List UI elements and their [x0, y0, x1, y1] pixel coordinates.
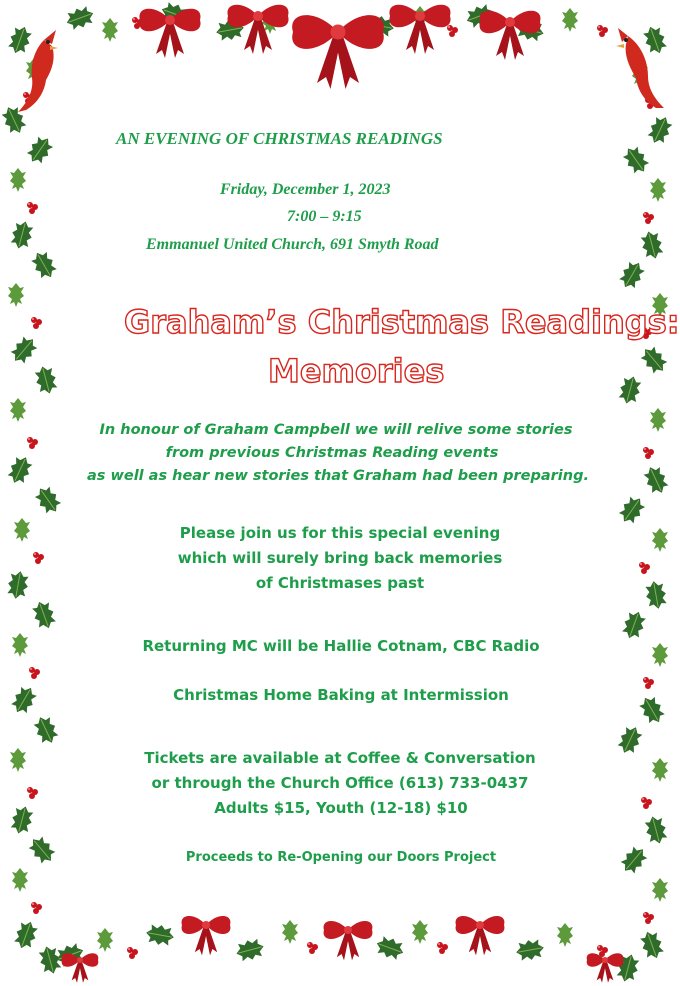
event-time: 7:00 – 9:15 [287, 208, 362, 225]
event-heading: AN EVENING OF CHRISTMAS READINGS [116, 129, 443, 148]
intro-line: In honour of Graham Campbell we will relive some stories [99, 422, 573, 438]
baking-announcement: Christmas Home Baking at Intermission [173, 686, 509, 704]
intro-line: from previous Christmas Reading events [165, 445, 499, 461]
ticket-info-line: or through the Church Office (613) 733-0437 [151, 774, 529, 792]
ticket-info-line: Tickets are available at Coffee & Conversation [144, 749, 536, 767]
event-venue: Emmanuel United Church, 691 Smyth Road [146, 236, 439, 253]
event-date: Friday, December 1, 2023 [220, 181, 391, 198]
proceeds-note: Proceeds to Re-Opening our Doors Project [185, 850, 497, 865]
invitation-line: which will surely bring back memories [177, 549, 503, 567]
invitation-line: Please join us for this special evening [179, 524, 501, 542]
mc-announcement: Returning MC will be Hallie Cotnam, CBC Radio [142, 637, 540, 655]
flyer-title-line-2: Memories [268, 352, 445, 390]
flyer-title-line-1: Graham’s Christmas Readings: [124, 303, 680, 341]
ticket-price-line: Adults $15, Youth (12-18) $10 [214, 799, 468, 817]
invitation-line: of Christmases past [255, 574, 425, 592]
red-bow-icon [139, 5, 540, 89]
intro-line: as well as hear new stories that Graham had been preparing. [87, 468, 589, 484]
